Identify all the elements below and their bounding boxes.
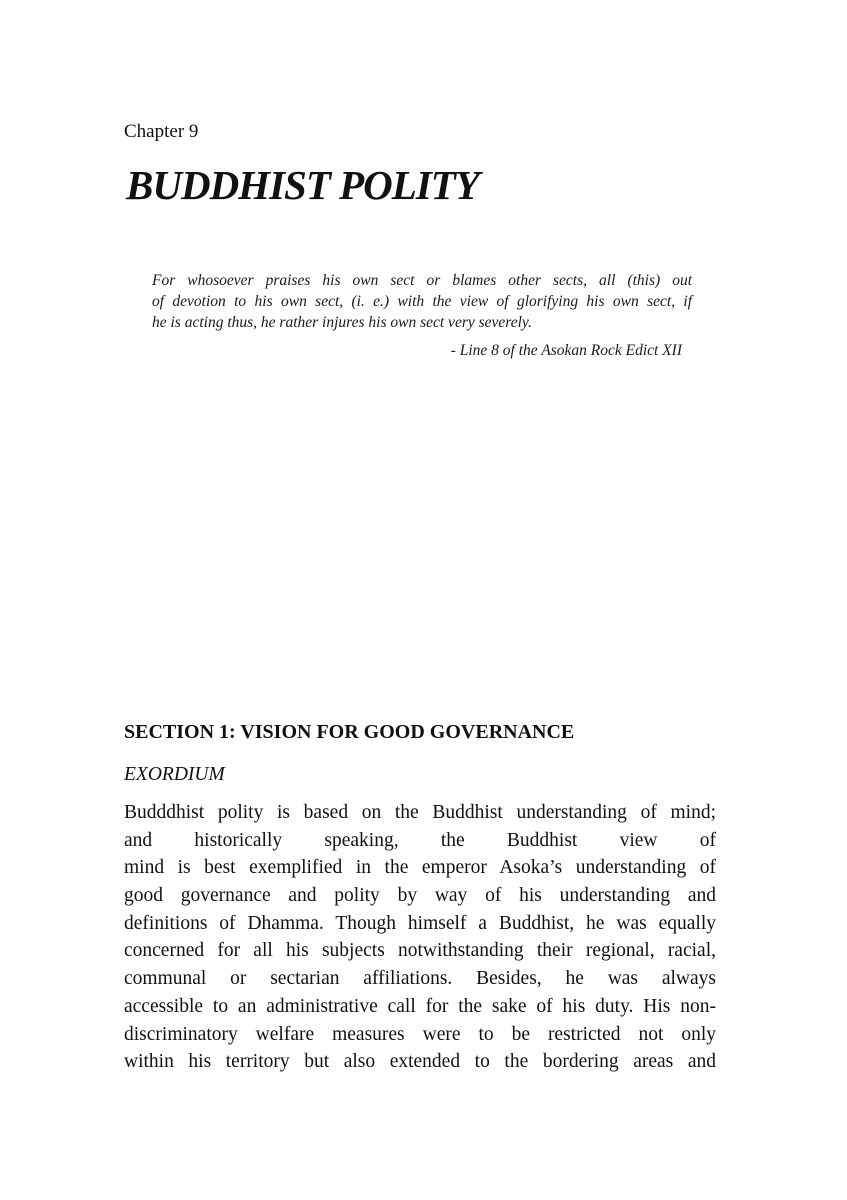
body-line: Budddhist polity is based on the Buddhist understanding of mind; [124,802,716,823]
body-line: concerned for all his subjects notwithstanding their regional, racial, [124,940,716,962]
body-line: discriminatory welfare measures were to be restricted not only [124,1023,716,1045]
epigraph-line: For whosoever praises his own sect or blames other sects, all (this) out [152,272,692,289]
body-line: communal or sectarian affiliations. Besides, he was always [124,968,716,990]
epigraph-line: of devotion to his own sect, (i. e.) with the view of glorifying his own sect, if [152,293,692,310]
body-line: good governance and polity by way of his understanding and [124,885,716,907]
epigraph-line: he is acting thus, he rather injures his own sect very severely. [152,314,532,331]
epigraph-source: - Line 8 of the Asokan Rock Edict XII [450,342,682,359]
body-paragraph [124,799,716,1076]
chapter-title: BUDDHIST POLITY [126,162,479,208]
chapter-label: Chapter 9 [124,121,199,142]
body-line: mind is best exemplified in the emperor Asoka’s understanding of [124,857,716,879]
body-line: and historically speaking, the Buddhist view of [124,829,716,851]
section-subheading: EXORDIUM [124,764,225,785]
body-line: definitions of Dhamma. Though himself a Buddhist, he was equally [124,912,716,934]
epigraph-quote [152,270,692,333]
body-line: within his territory but also extended to the bordering areas and [124,1051,716,1073]
section-heading: SECTION 1: VISION FOR GOOD GOVERNANCE [124,721,575,743]
body-line: accessible to an administrative call for the sake of his duty. His non- [124,995,716,1017]
